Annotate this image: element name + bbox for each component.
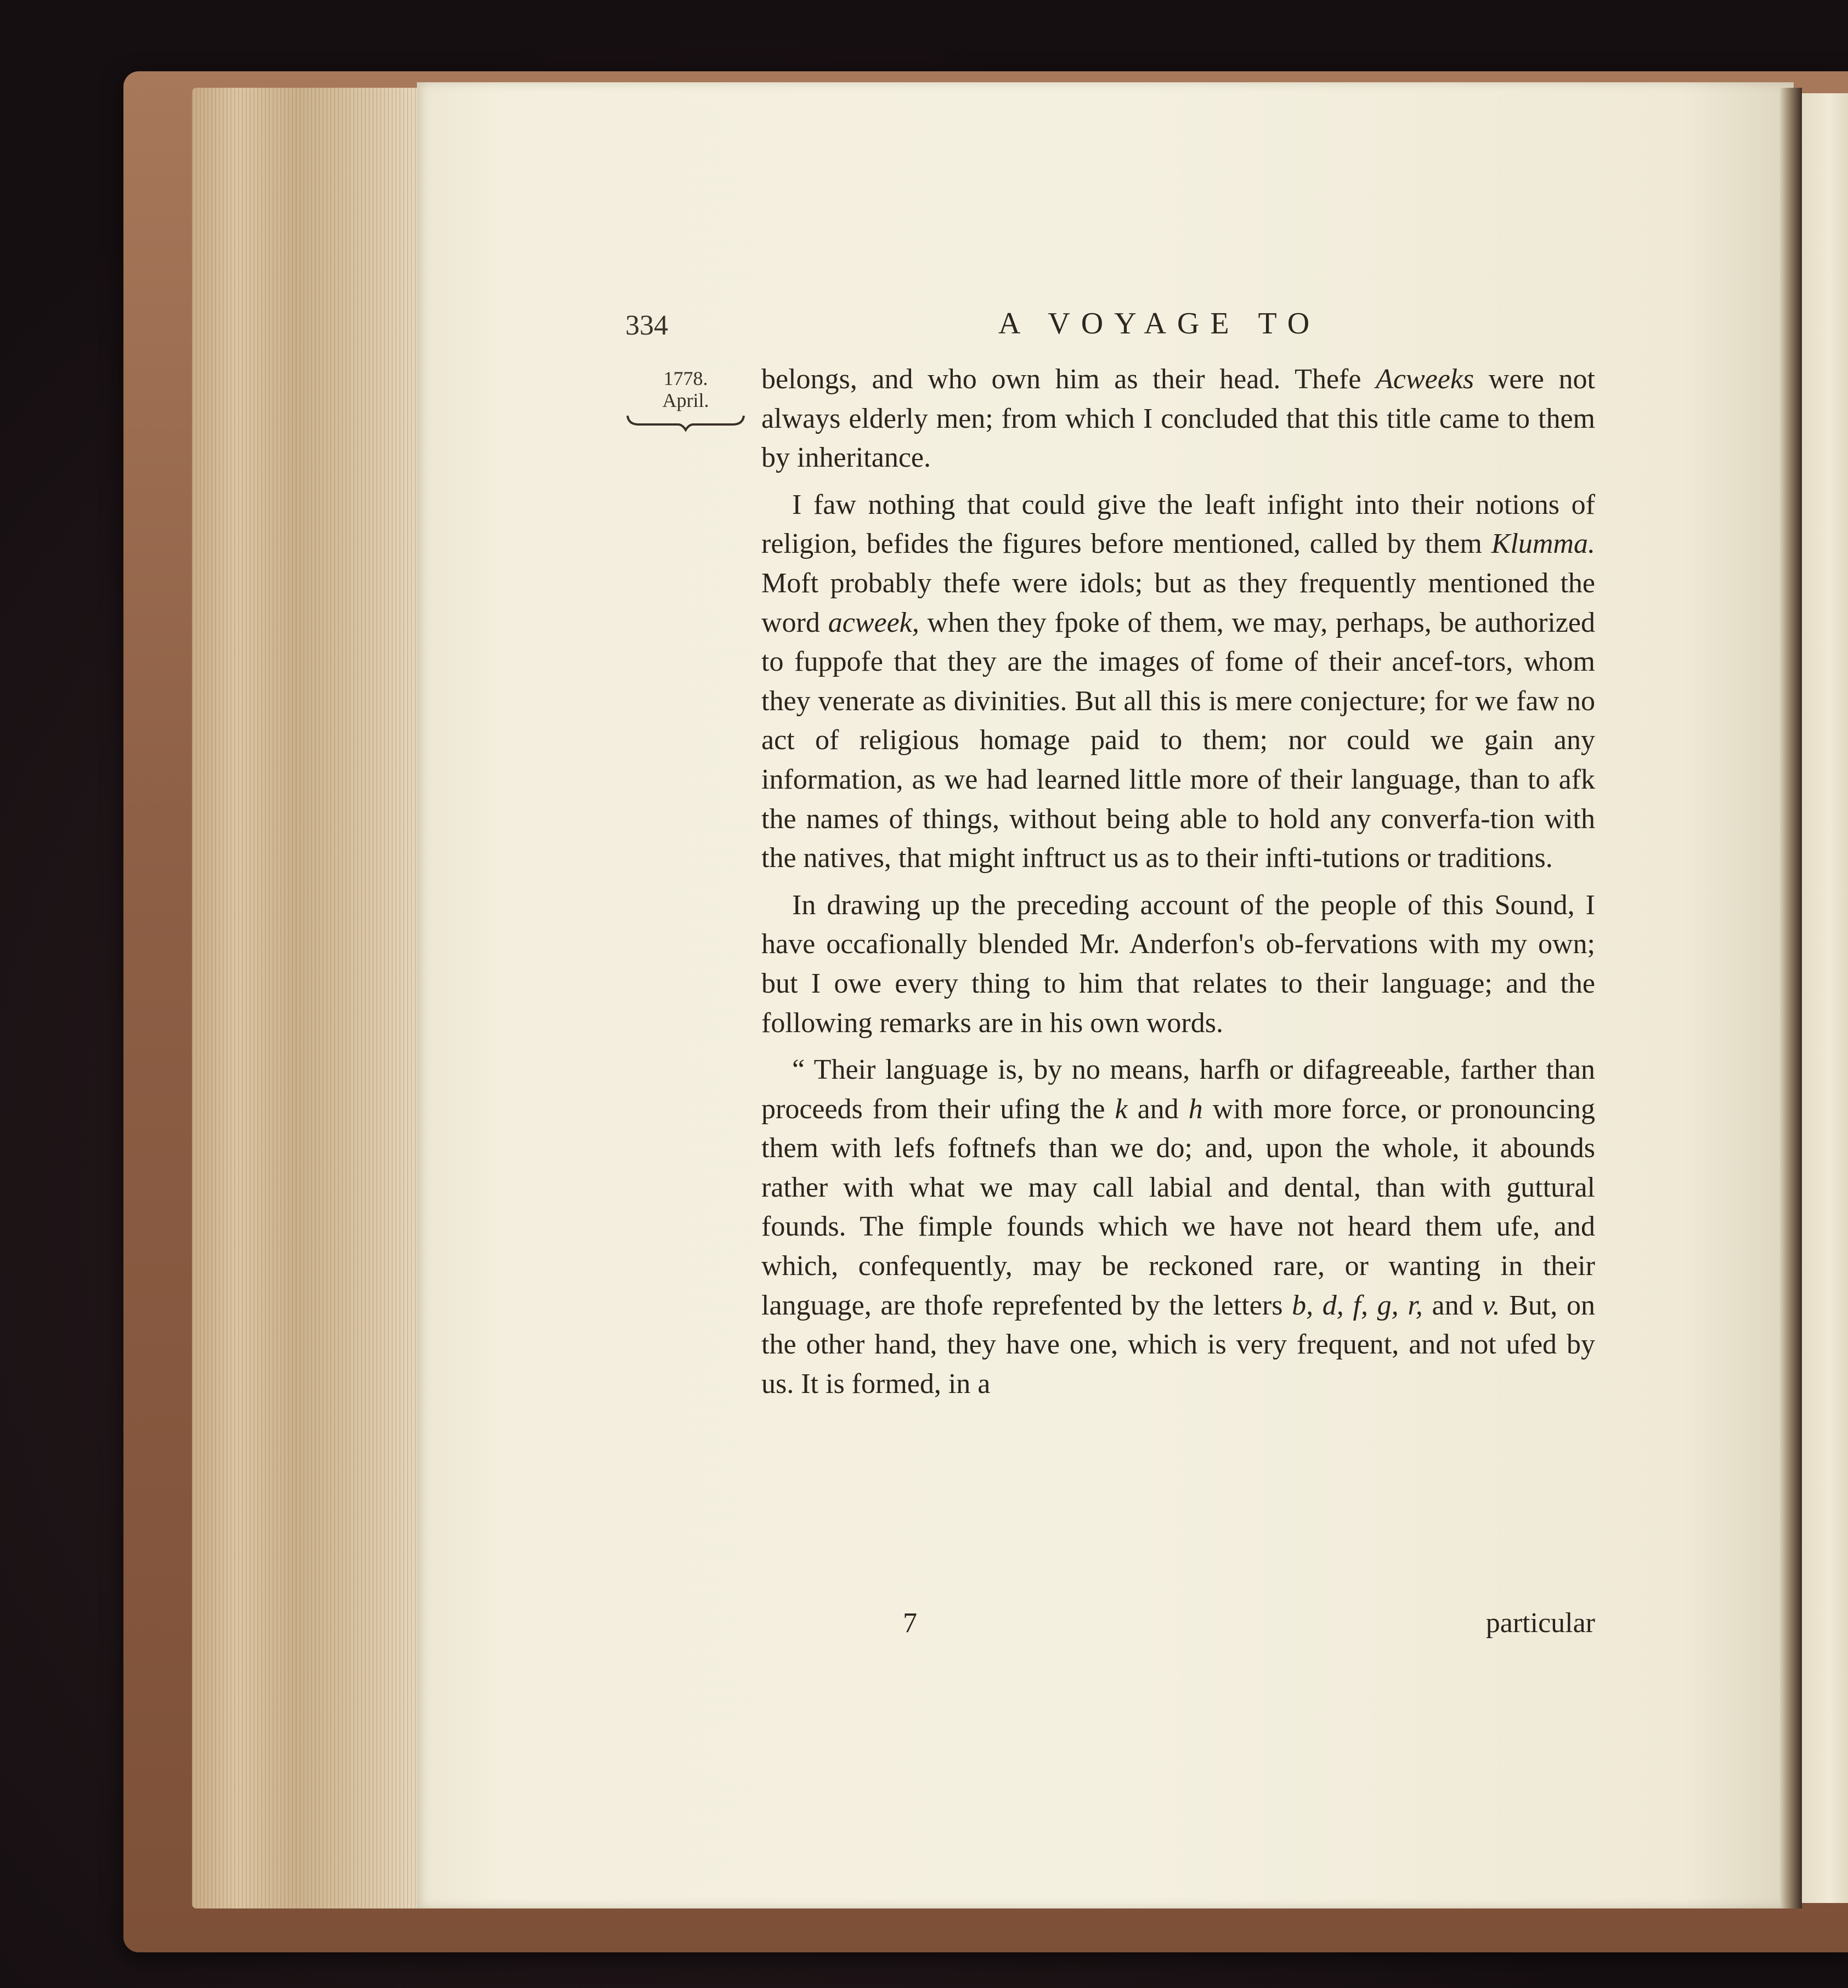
page-title: A VOYAGE TO <box>998 307 1321 341</box>
running-head <box>625 306 1470 339</box>
italic-word: Acweeks <box>1376 364 1474 395</box>
text-span: Moft probably thefe were idols; but as they frequently mentioned the word <box>761 567 1595 638</box>
text-span: and <box>1127 1093 1189 1125</box>
text-span: and <box>1422 1289 1483 1321</box>
signature-mark: 7 <box>903 1607 917 1639</box>
paragraph <box>761 886 1595 1043</box>
italic-word: k <box>1115 1093 1128 1125</box>
italic-word: acweek, <box>828 607 919 638</box>
text-span: when they fpoke of them, we may, perhaps, be authorized to fuppofe that they are the images of fome of their ancef-tors, whom they venerate as divinities. But all this is mere conjecture; for we faw no act of religious homage paid to them; nor could we gain any information, as we had learned little more of their language, than to afk the names of things, without being able to hold any converfa-tion with the natives, that might inftruct us as to their infti-tutions or traditions. <box>761 607 1596 874</box>
text-span: “ Their language is, by no means, harfh or difagreeable, farther than proceeds from their ufing the <box>761 1054 1595 1125</box>
margin-month: April. <box>662 389 709 411</box>
text-span: belongs, and who own him as their head. Thefe <box>761 364 1376 395</box>
italic-word: h <box>1188 1093 1203 1125</box>
italic-word: b, d, f, g, r, <box>1292 1289 1423 1321</box>
brace-icon <box>625 412 746 432</box>
paragraph <box>761 360 1595 478</box>
italic-word: v. <box>1482 1289 1500 1321</box>
margin-note <box>625 367 746 432</box>
catchword: particular <box>1485 1607 1595 1639</box>
text-span: In drawing up the preceding account of the people of this Sound, I have occafionally blended Mr. Anderfon's ob-fervations with my own; but I owe every thing to him that relates to their language; and the following remarks are in his own words. <box>761 889 1595 1039</box>
text-span: I faw nothing that could give the leaft infight into their notions of religion, befides the figures before mentioned, called by them <box>761 489 1595 560</box>
page-edges <box>192 88 422 1908</box>
facing-page-edge <box>1802 93 1848 1903</box>
book-gutter <box>1780 88 1802 1908</box>
paragraph <box>761 1050 1595 1403</box>
text-span: with more force, or pronouncing them with lefs foftnefs than we do; and, upon the whole, it abounds rather with what we may call labial and dental, than with guttural founds. The fimple founds which we have not heard them ufe, and which, confequently, may be reckoned rare, or wanting in their language, are thofe reprefented by the letters <box>761 1093 1595 1321</box>
italic-word: Klumma. <box>1491 528 1595 560</box>
text-span: But, on the other hand, they have one, which is very frequent, and not ufed by us. It is formed, in a <box>761 1289 1595 1400</box>
margin-year: 1778. <box>663 367 708 389</box>
text-body <box>761 360 1595 1411</box>
page-footer <box>761 1607 1595 1642</box>
page-number: 334 <box>625 310 668 341</box>
text-span: were not always elderly men; from which I concluded that this title came to them by inheritance. <box>761 364 1595 474</box>
paragraph <box>761 485 1595 878</box>
